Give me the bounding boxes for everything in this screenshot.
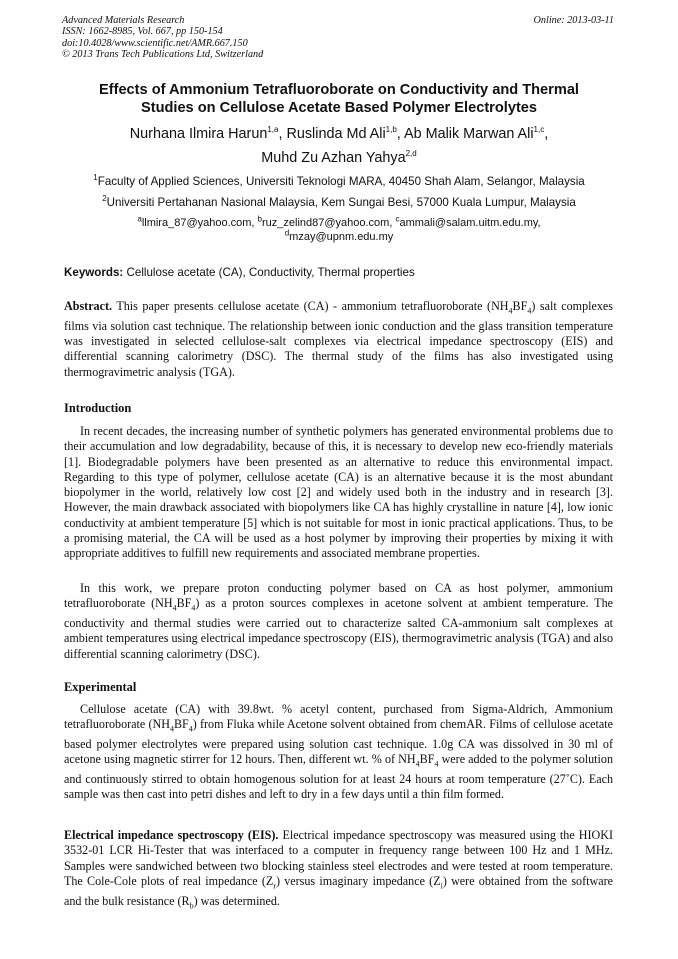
email-b-sup: b [257, 214, 262, 224]
abstract-sub-1: 4 [508, 306, 513, 316]
author-2: , Ruslinda Md Ali [278, 126, 386, 142]
exp-sub-2: 4 [188, 724, 193, 734]
author-2-sup: 1,b [385, 125, 397, 135]
author-1: Nurhana Ilmira Harun [129, 126, 268, 142]
paper-title [40, 81, 638, 117]
intro-p2-text-2: BF [176, 596, 192, 611]
author-4-sup: 2,d [405, 149, 417, 159]
exp-text-5: were added to the polymer solution and continuously stirred to obtain homogenous solution for at least 24 hours at room temperature (27˚C). Each sample was then cast into petri dishes and left to dry in a few days until a thin film formed. [64, 752, 613, 802]
email-line-2 [80, 230, 598, 244]
intro-p2-sub-1: 4 [172, 603, 177, 613]
online-date: Online: 2013-03-11 [533, 15, 614, 26]
affiliation-2 [40, 196, 638, 210]
journal-name: Advanced Materials Research [62, 15, 185, 26]
affiliation-1-sup: 1 [93, 173, 98, 183]
issn-line: ISSN: 1662-8985, Vol. 667, pp 150-154 [62, 26, 223, 38]
title-line-1: Effects of Ammonium Tetrafluoroborate on Conductivity and Thermal [98, 82, 579, 98]
author-3: , Ab Malik Marwan Ali [396, 126, 534, 142]
author-line-1 [40, 122, 638, 146]
intro-p2-sub-2: 4 [191, 603, 196, 613]
journal-header [62, 15, 263, 61]
keywords-label: Keywords: [64, 266, 124, 279]
introduction-paragraph-1: In recent decades, the increasing number of synthetic polymers has generated environmental problems due to their accumulation and low degradability, because of this, it is necessary to develop new eco-friendly materials [1]. Biodegradable polymers have been presented as an alternative to reduce this environmental impact. Regarding to this type of polymer, cellulose acetate (CA) is an alternative because it is the most abundant biopolymer in the world, relatively low cost [2] and widely used both in the industry and in research [3]. However, the main drawback associated with biopolymers like CA has highly crystalline in nature [4], low ionic conductivity at ambient temperature [5] which is not suitable for most in ionic practical applications. Thus, to be a promising material, the CA will be used as a host polymer by improving their properties by mixing it with appropriate additives to fulfill new requirements and associated membrane properties. [64, 424, 613, 561]
eis-paragraph [64, 828, 613, 913]
email-b: ruz_zelind87@yahoo.com, [261, 217, 396, 229]
email-line-1 [80, 216, 598, 230]
keywords [64, 266, 624, 280]
exp-sub-4: 4 [434, 759, 439, 769]
email-d-sup: d [284, 228, 290, 238]
author-emails [80, 216, 598, 244]
author-line-2 [40, 146, 638, 170]
abstract-sub-2: 4 [527, 306, 532, 316]
intro-p2-text-1: In this work, we prepare proton conducting polymer based on CA as host polymer, ammonium tetrafluoroborate (NH [64, 581, 613, 611]
experimental-heading: Experimental [64, 680, 137, 694]
eis-label: Electrical impedance spectroscopy (EIS). [64, 828, 279, 842]
exp-text-3: ) from Fluka while Acetone solvent obtained from chemAR. Films of cellulose acetate based polymer electrolytes were prepared using solution cast technique. 1.0g CA was dissolved in 30 ml of acetone using magnetic stirrer for 12 hours. Then, different wt. % of NH [64, 717, 613, 767]
eis-text-4: ) was determined. [193, 893, 280, 908]
eis-sub-3: b [189, 901, 194, 910]
eis-text-2: ) versus imaginary impedance (Z [275, 873, 441, 888]
email-d: mzay@upnm.edu.my [289, 231, 394, 243]
abstract [64, 299, 613, 380]
email-a-sup: a [137, 214, 142, 224]
intro-p2-text-3: ) as a proton sources complexes in acetone solvent at ambient temperature. The conductivity and thermal studies were carried out to characterize salted CA-ammonium salt complexes at ambient temperatures using electrical impedance spectroscopy (EIS), thermogravimetric analysis (TGA) and also differential scanning calorimetry (DSC). [64, 596, 613, 661]
email-c-sup: c [395, 214, 400, 224]
eis-sub-1: r [273, 881, 276, 891]
experimental-paragraph [64, 702, 613, 803]
exp-text-4: BF [419, 752, 435, 767]
author-3-tail: , [544, 126, 549, 142]
affiliation-2-text: Universiti Pertahanan Nasional Malaysia, Kem Sungai Besi, 57000 Kuala Lumpur, Malaysia [106, 196, 576, 209]
affiliation-1 [40, 175, 638, 189]
title-line-2: Studies on Cellulose Acetate Based Polymer Electrolytes [140, 100, 538, 116]
abstract-text-1: This paper presents cellulose acetate (CA) - ammonium tetrafluoroborate (NH [112, 299, 509, 313]
affiliation-1-text: Faculty of Applied Sciences, Universiti Teknologi MARA, 40450 Shah Alam, Selangor, Malaysia [97, 175, 585, 188]
exp-sub-1: 4 [169, 724, 174, 734]
exp-text-2: BF [173, 717, 189, 732]
exp-sub-3: 4 [415, 759, 420, 769]
affiliation-2-sup: 2 [102, 194, 107, 204]
abstract-label: Abstract. [64, 299, 113, 313]
doi-line: doi:10.4028/www.scientific.net/AMR.667.150 [62, 37, 248, 49]
email-a: llmira_87@yahoo.com, [141, 217, 258, 229]
abstract-text-3: ) salt complexes films via solution cast technique. The relationship between ionic conduction and the glass transition temperature was investigated in selected cellulose-salt complexes via electrical impedance spectroscopy (EIS) and differential scanning calorimetry (DSC). The thermal study of the films has also investigated using thermogravimetric analysis (TGA). [64, 299, 613, 379]
eis-sub-2: i [440, 881, 443, 891]
exp-text-1: Cellulose acetate (CA) with 39.8wt. % acetyl content, purchased from Sigma-Aldrich, Ammonium tetrafluoroborate (NH [64, 702, 613, 732]
author-4: Muhd Zu Azhan Yahya [261, 150, 406, 166]
eis-text-3: ) were obtained from the software and the bulk resistance (R [64, 873, 613, 908]
keywords-text: Cellulose acetate (CA), Conductivity, Thermal properties [123, 266, 415, 279]
author-1-sup: 1,a [267, 125, 279, 135]
introduction-heading: Introduction [64, 401, 132, 415]
copyright-line: © 2013 Trans Tech Publications Ltd, Switzerland [62, 49, 264, 61]
author-list [40, 122, 638, 170]
email-c: ammali@salam.uitm.edu.my, [399, 217, 541, 229]
abstract-text-2: BF [512, 299, 528, 313]
author-3-sup: 1,c [533, 125, 545, 135]
eis-text-1: Electrical impedance spectroscopy was measured using the HIOKI 3532-01 LCR Hi-Tester that was interfaced to a computer in frequency range between 100 Hz and 1 MHz. Samples were sandwiched between two blocking stainless steel electrodes and were tested at room temperature. The Cole-Cole plots of real impedance (Z [64, 828, 614, 888]
introduction-paragraph-2 [64, 581, 613, 662]
